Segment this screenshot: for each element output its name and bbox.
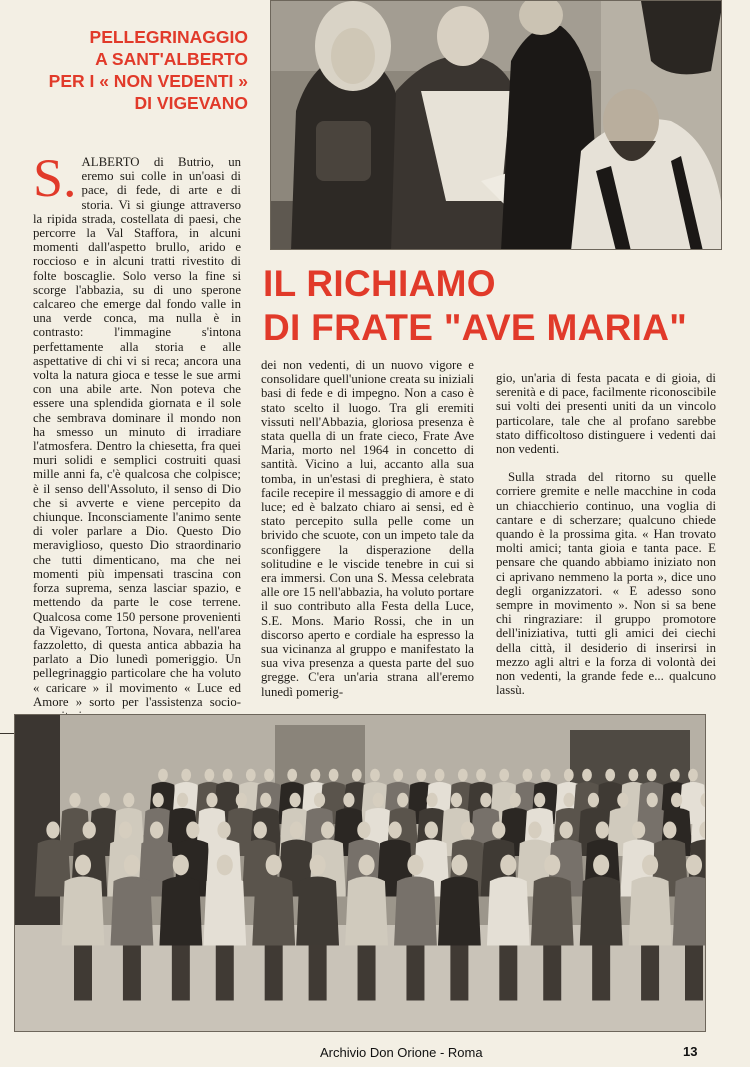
person-head xyxy=(321,821,334,838)
person-head xyxy=(593,855,609,876)
person-head xyxy=(564,769,574,782)
person-legs xyxy=(499,946,517,1001)
person-head xyxy=(260,793,271,807)
person-head xyxy=(124,855,140,876)
person-head xyxy=(451,793,462,807)
group-photo xyxy=(14,714,706,1032)
person-head xyxy=(417,769,427,782)
person-head xyxy=(99,793,110,807)
page-number: 13 xyxy=(683,1044,698,1059)
person-silhouette xyxy=(487,877,530,946)
person-silhouette xyxy=(252,877,295,946)
person-head xyxy=(158,769,168,782)
person-head xyxy=(461,821,474,838)
person-head xyxy=(217,855,233,876)
person-head xyxy=(647,769,657,782)
person-head xyxy=(290,821,303,838)
person-legs xyxy=(74,946,92,1001)
person-head xyxy=(397,793,408,807)
person-head xyxy=(370,769,380,782)
person-head xyxy=(119,821,132,838)
person-head xyxy=(46,821,59,838)
person-head xyxy=(311,769,321,782)
person-head xyxy=(492,821,505,838)
person-head xyxy=(181,769,191,782)
person-head xyxy=(632,821,645,838)
person-silhouette xyxy=(345,877,388,946)
person-head xyxy=(236,793,247,807)
kicker-line: PER I « NON VEDENTI » xyxy=(48,71,248,91)
person-silhouette xyxy=(629,877,672,946)
person-head xyxy=(544,855,560,876)
person-head xyxy=(596,821,609,838)
person-head xyxy=(357,821,370,838)
article-column-2 xyxy=(261,358,474,718)
person-head xyxy=(407,855,423,876)
person-head xyxy=(290,793,301,807)
person-head xyxy=(671,793,682,807)
person-head xyxy=(177,793,188,807)
person-head xyxy=(458,769,468,782)
person-silhouette xyxy=(203,877,246,946)
person-head xyxy=(266,855,282,876)
person-head xyxy=(310,855,326,876)
person-head xyxy=(83,821,96,838)
article-column-1 xyxy=(33,155,241,735)
person-head xyxy=(617,793,628,807)
person-head xyxy=(426,793,437,807)
person-legs xyxy=(406,946,424,1001)
person-head xyxy=(629,769,639,782)
person-head xyxy=(642,855,658,876)
person-head xyxy=(264,769,274,782)
person-head xyxy=(588,793,599,807)
top-photo xyxy=(270,0,722,250)
person-legs xyxy=(123,946,141,1001)
person-head xyxy=(352,769,362,782)
person-head xyxy=(217,821,230,838)
person-silhouette xyxy=(673,877,706,946)
person-head xyxy=(670,769,680,782)
person-head xyxy=(560,821,573,838)
person-head xyxy=(206,793,217,807)
person-legs xyxy=(685,946,703,1001)
person-silhouette xyxy=(159,877,202,946)
person-head xyxy=(75,855,91,876)
person-silhouette xyxy=(394,877,437,946)
person-legs xyxy=(450,946,468,1001)
person-head xyxy=(523,769,533,782)
person-head xyxy=(153,793,164,807)
person-head xyxy=(510,793,521,807)
person-head xyxy=(343,793,354,807)
person-silhouette xyxy=(531,877,574,946)
person-silhouette xyxy=(438,877,481,946)
person-legs xyxy=(358,946,376,1001)
person-legs xyxy=(265,946,283,1001)
article-paragraph: Sulla strada del ritorno su quelle corriere gremite e nelle macchine in coda un chiacchierio continuo, una voglia di cantare e di scherzare; qualcuno chiede quando è la prossima gita. « Han trovato molti amici; tanta gioia e tanta pace. E pensare che quando abbiamo iniziato non ci aprivano nemmeno la porta », dice uno degli organizzatori. « E adesso sono sempre in movimento ». Non si sa bene chi ringraziare: il gruppo promotore dell'iniziativa, tutti gli amici dei ciechi della città, il desiderio di inserirsi in mezzo agli altri e la forza di volontà dei non vedenti, la grande fede e... qualcuno lassù. xyxy=(496,470,716,698)
person-head xyxy=(605,769,615,782)
kicker-line: DI VIGEVANO xyxy=(134,93,248,113)
person-silhouette xyxy=(580,877,623,946)
person-legs xyxy=(309,946,327,1001)
person-head xyxy=(582,769,592,782)
person-silhouette xyxy=(62,877,105,946)
kicker-line: A SANT'ALBERTO xyxy=(95,49,248,69)
person-head xyxy=(480,793,491,807)
person-head xyxy=(528,821,541,838)
person-head xyxy=(388,821,401,838)
person-head xyxy=(499,769,509,782)
headline-line: IL RICHIAMO xyxy=(263,263,496,304)
person-head xyxy=(254,821,267,838)
person-head xyxy=(686,855,702,876)
person-legs xyxy=(543,946,561,1001)
person-head xyxy=(435,769,445,782)
person-head xyxy=(541,769,551,782)
paragraph-text: ALBERTO di Butrio, un eremo sui colle in un'oasi di pace, di fede, di arte e di storia. Vi si giunge attraverso la ripida strada, costellata di paesi, che percorre la Val Staffora, in alcuni momenti dall'aspetto brullo, arido e roccioso e in alcuni tratti rivestito di folte boscaglie. Solo verso la fine si scorge l'abbazia, su di uno sperone calcareo che emerge dal fondo valle in una verde conca, ma nulla è in contrasto: l'immagine s'intona perfettamente alla storia e alle aspettative di chi vi si reca; ancora una volta la natura gioca e tesse le sue armi con una abile arte. Non poteva che essere una splendida giornata e il sole che sembrava dominare il mondo non ha smesso un minuto di irradiare l'atmosfera. Dentro la chiesetta, fra quei muri solidi e semplici costruiti quasi mille anni fa, c'è qualcosa che colpisce; è il senso dell'Assoluto, il senso di Dio che si avverte e viene percepito da chiunque. Inconsciamente l'animo sente di voler parlare a Dio. Questo Dio meraviglioso, questo Dio straordinario che tutti dimenticano, ma che nei momenti più impensati trascina con forza suprema, senza lasciar spazio, e mettendo da parte le cose terrene. Qualcosa come 150 persone provenienti da Vigevano, Tortona, Novara, nell'area fazzoletto, di questa antica abbazia ha parlato a Dio lunedì pomeriggio. Un pellegrinaggio particolare che ha voluto « caricare » il movimento « Luce ed Amore » sorto per l'assistenza socio- xyxy=(33,155,241,709)
person-head xyxy=(688,769,698,782)
person-head xyxy=(373,793,384,807)
person-head xyxy=(451,855,467,876)
person-head xyxy=(123,793,134,807)
person-head xyxy=(563,793,574,807)
person-head xyxy=(358,855,374,876)
person-head xyxy=(425,821,438,838)
person-head xyxy=(173,855,189,876)
person-head xyxy=(393,769,403,782)
article-paragraph xyxy=(33,155,241,723)
person-head xyxy=(314,793,325,807)
article-headline xyxy=(263,262,723,350)
person-silhouette xyxy=(111,877,154,946)
drop-cap: S. xyxy=(33,155,77,208)
article-paragraph: dei non vedenti, di un nuovo vigore e consolidare quell'unione creata su iniziali basi di fede e di impegno. Non a caso è stato scelto il luogo. Tra gli eremiti vissuti nell'Abbazia, gloriosa presenza è stata quella di un frate cieco, Frate Ave Maria, morto nel 1964 in concetto di santità. Vicino a lui, accanto alla sua tomba, in un'estasi di preghiera, è stato facile recepire il messaggio di amore e di luce; ed è balzato chiaro ai sensi, ed è stato percepito sulla pelle come un brivido che scuote, con un impeto tale da sconfiggere la disperazione della solitudine e le viscide tenebre in cui si era immersi. Con una S. Messa celebrata alle ore 15 nell'abbazia, ha voluto portare il suo contributo alla Festa della Luce, S.E. Mons. Mario Rossi, che in un discorso aperto e cordiale ha espresso la sua vicinanza al gruppo e manifestato la sua viva presenza a questa parte del suo gregge. C'era un'aria strana all'eremo lunedì pomerig- xyxy=(261,358,474,699)
person-head xyxy=(329,769,339,782)
person-head xyxy=(287,769,297,782)
headline-line: DI FRATE "AVE MARIA" xyxy=(263,307,688,348)
group-photo-image xyxy=(15,715,706,1032)
person-head xyxy=(246,769,256,782)
person-head xyxy=(500,855,516,876)
kicker-line: PELLEGRINAGGIO xyxy=(89,27,248,47)
person-legs xyxy=(216,946,234,1001)
person-head xyxy=(223,769,233,782)
article-paragraph: gio, un'aria di festa pacata e di gioia, di serenità e di pace, facilmente riconoscibile sui volti dei presenti uniti da un vincolo particolare, tale che al profano sarebbe stato difficoltoso distinguere i vedenti dai non vedenti. xyxy=(496,371,716,457)
person-head xyxy=(476,769,486,782)
kicker-title xyxy=(22,26,248,114)
person-head xyxy=(186,821,199,838)
archive-credit: Archivio Don Orione - Roma xyxy=(320,1045,483,1060)
person-legs xyxy=(641,946,659,1001)
article-column-3 xyxy=(496,371,716,716)
person-head xyxy=(663,821,676,838)
person-head xyxy=(534,793,545,807)
person-legs xyxy=(172,946,190,1001)
person-silhouette xyxy=(296,877,339,946)
top-photo-image xyxy=(271,1,722,250)
person-legs xyxy=(592,946,610,1001)
person-head xyxy=(69,793,80,807)
person-head xyxy=(647,793,658,807)
person-head xyxy=(150,821,163,838)
person-head xyxy=(205,769,215,782)
